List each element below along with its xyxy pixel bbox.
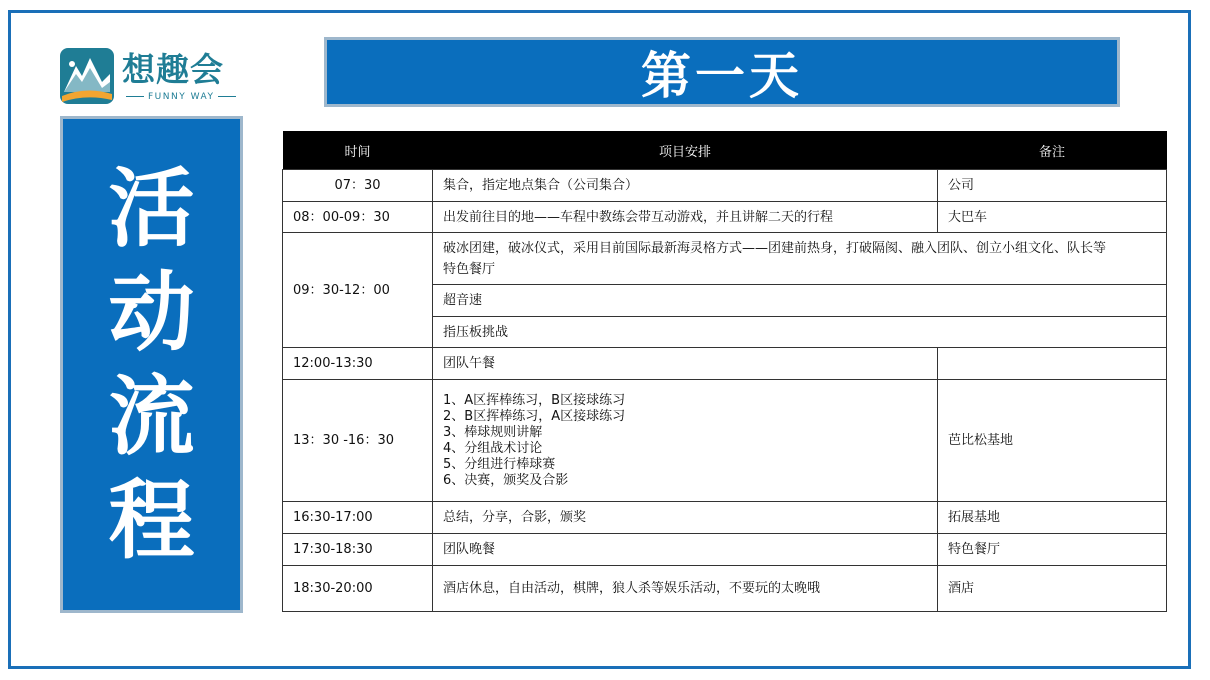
- mountain-logo-icon: [60, 48, 114, 104]
- list-item: 6、决赛，颁奖及合影: [443, 472, 569, 488]
- time-cell: 12:00-13:30: [283, 348, 433, 380]
- logo-tagline: FUNNY WAY: [122, 92, 234, 102]
- note-cell: 大巴车: [938, 202, 1167, 233]
- table-row: [283, 202, 1167, 233]
- table-row: [283, 566, 1167, 612]
- table-row: [283, 170, 1167, 202]
- table-row: [283, 502, 1167, 534]
- side-title-char: 动: [108, 262, 195, 363]
- logo-name: 想趣会: [122, 50, 224, 89]
- table-row: [283, 233, 1167, 285]
- side-title-char: 活: [108, 158, 195, 259]
- day-banner: [324, 37, 1120, 107]
- side-title-char: 流: [108, 366, 195, 467]
- table-row: [283, 380, 1167, 502]
- time-cell: 18:30-20:00: [283, 566, 433, 612]
- plan-text: 破冰团建，破冰仪式，采用目前国际最新海灵格方式——团建前热身，打破隔阂、融入团队、创立小组文化、队长等: [443, 240, 1107, 256]
- note-cell: 酒店: [938, 566, 1167, 612]
- header-plan: 项目安排: [433, 131, 938, 170]
- note-cell: [938, 348, 1167, 380]
- list-item: 3、棒球规则讲解: [443, 424, 543, 440]
- plan-cell: [433, 233, 1167, 285]
- header-note: 备注: [938, 131, 1167, 170]
- plan-list: [433, 380, 938, 502]
- schedule-table: [282, 131, 1167, 612]
- list-item: 5、分组进行棒球赛: [443, 456, 556, 472]
- plan-cell: 团队晚餐: [433, 534, 938, 566]
- plan-cell: 出发前往目的地——车程中教练会带互动游戏，并且讲解二天的行程: [433, 202, 938, 233]
- time-cell: 17:30-18:30: [283, 534, 433, 566]
- note-cell: 公司: [938, 170, 1167, 202]
- time-cell: 16:30-17:00: [283, 502, 433, 534]
- plan-cell: 指压板挑战: [433, 317, 1167, 348]
- plan-cell: 集合，指定地点集合（公司集合）: [433, 170, 938, 202]
- time-cell: 08：00-09：30: [283, 202, 433, 233]
- note-cell: 拓展基地: [938, 502, 1167, 534]
- logo: [60, 48, 240, 108]
- list-item: 2、B区挥棒练习，A区接球练习: [443, 408, 626, 424]
- side-title-box: [60, 116, 243, 613]
- note-cell: 特色餐厅: [938, 534, 1167, 566]
- table-row: [283, 534, 1167, 566]
- plan-cell: 团队午餐: [433, 348, 938, 380]
- plan-cell: 酒店休息，自由活动，棋牌，狼人杀等娱乐活动，不要玩的太晚哦: [433, 566, 938, 612]
- plan-cell: 超音速: [433, 285, 1167, 317]
- time-cell: 09：30-12：00: [283, 233, 433, 348]
- table-header-row: [283, 131, 1167, 170]
- plan-cell: 总结，分享，合影，颁奖: [433, 502, 938, 534]
- header-time: 时间: [283, 131, 433, 170]
- time-cell: 07：30: [283, 170, 433, 202]
- note-cell: 芭比松基地: [938, 380, 1167, 502]
- list-item: 1、A区挥棒练习，B区接球练习: [443, 392, 626, 408]
- plan-text: 特色餐厅: [443, 261, 496, 277]
- table-row: [283, 348, 1167, 380]
- side-title-char: 程: [108, 470, 195, 571]
- day-title: 第一天: [641, 47, 803, 105]
- time-cell: 13：30 -16：30: [283, 380, 433, 502]
- list-item: 4、分组战术讨论: [443, 440, 543, 456]
